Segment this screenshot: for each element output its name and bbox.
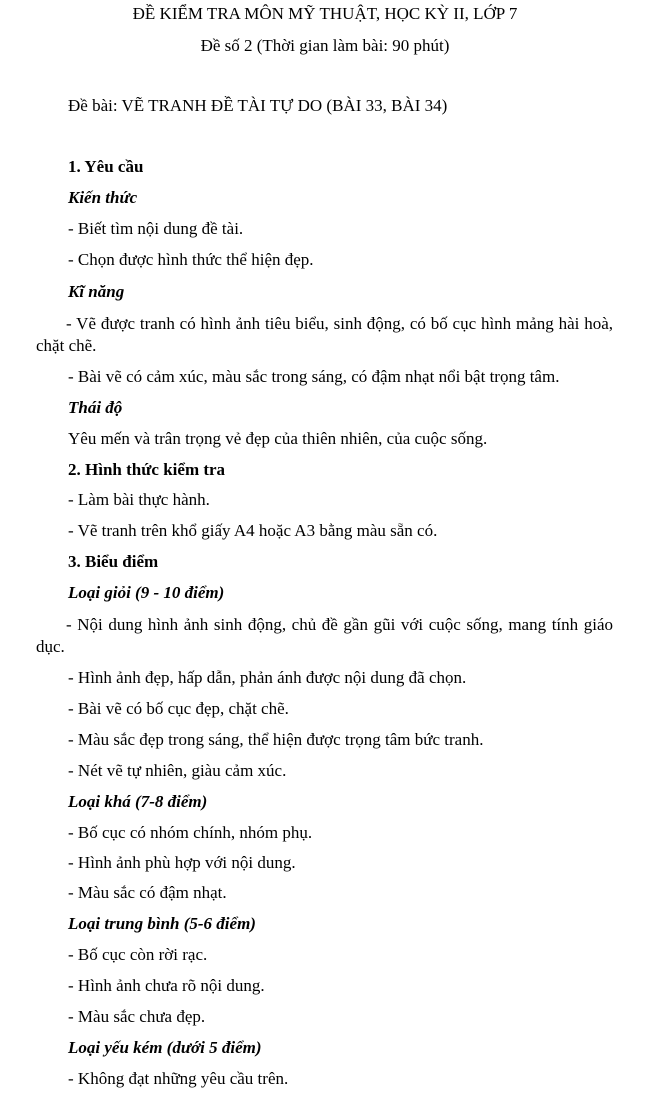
- list-item: - Màu sắc có đậm nhạt.: [68, 883, 227, 902]
- subheading-good: Loại khá (7-8 điểm): [68, 792, 208, 811]
- subheading-knowledge: Kiến thức: [68, 188, 138, 207]
- list-item-text: - Nội dung hình ảnh sinh động, chủ đề gần gũi với cuộc sống, mang tính giáo dục.: [36, 615, 613, 656]
- list-item: - Bố cục có nhóm chính, nhóm phụ.: [68, 823, 313, 842]
- section-heading-exam-format: 2. Hình thức kiểm tra: [68, 460, 226, 479]
- list-item: - Hình ảnh đẹp, hấp dẫn, phản ánh được nội dung đã chọn.: [68, 668, 467, 687]
- list-item: - Biết tìm nội dung đề tài.: [68, 219, 244, 238]
- list-item: - Nét vẽ tự nhiên, giàu cảm xúc.: [68, 761, 287, 780]
- list-item: - Làm bài thực hành.: [68, 490, 210, 509]
- list-item: - Hình ảnh phù hợp với nội dung.: [68, 853, 296, 872]
- exam-topic: Đề bài: VẼ TRANH ĐỀ TÀI TỰ DO (BÀI 33, BÀI 34): [68, 96, 448, 115]
- subheading-average: Loại trung bình (5-6 điểm): [68, 914, 256, 933]
- list-item: - Chọn được hình thức thể hiện đẹp.: [68, 250, 314, 269]
- list-item: [36, 313, 613, 357]
- list-item: - Màu sắc đẹp trong sáng, thể hiện được trọng tâm bức tranh.: [68, 730, 484, 749]
- subheading-excellent: Loại giỏi (9 - 10 điểm): [68, 583, 225, 602]
- list-item: - Không đạt những yêu cầu trên.: [68, 1069, 289, 1088]
- document-subtitle: Đề số 2 (Thời gian làm bài: 90 phút): [200, 36, 450, 55]
- list-item: - Màu sắc chưa đẹp.: [68, 1007, 206, 1026]
- subheading-weak: Loại yếu kém (dưới 5 điểm): [68, 1038, 262, 1057]
- list-item: - Bố cục còn rời rạc.: [68, 945, 208, 964]
- list-item: - Bài vẽ có bố cục đẹp, chặt chẽ.: [68, 699, 289, 718]
- list-item: [36, 614, 613, 658]
- list-item-text: - Vẽ được tranh có hình ảnh tiêu biểu, sinh động, có bố cục hình mảng hài hoà, chặt chẽ.: [36, 314, 613, 355]
- list-item: - Vẽ tranh trên khổ giấy A4 hoặc A3 bằng màu sẵn có.: [68, 521, 438, 540]
- paragraph: Yêu mến và trân trọng vẻ đẹp của thiên nhiên, của cuộc sống.: [68, 429, 488, 448]
- section-heading-requirements: 1. Yêu cầu: [68, 157, 144, 176]
- list-item: - Hình ảnh chưa rõ nội dung.: [68, 976, 265, 995]
- document-title: ĐỀ KIỂM TRA MÔN MỸ THUẬT, HỌC KỲ II, LỚP 7: [132, 4, 518, 23]
- subheading-attitude: Thái độ: [68, 398, 123, 417]
- subheading-skills: Kĩ năng: [68, 282, 125, 301]
- section-heading-grading: 3. Biểu điểm: [68, 552, 159, 571]
- list-item: - Bài vẽ có cảm xúc, màu sắc trong sáng, có đậm nhạt nổi bật trọng tâm.: [68, 367, 560, 386]
